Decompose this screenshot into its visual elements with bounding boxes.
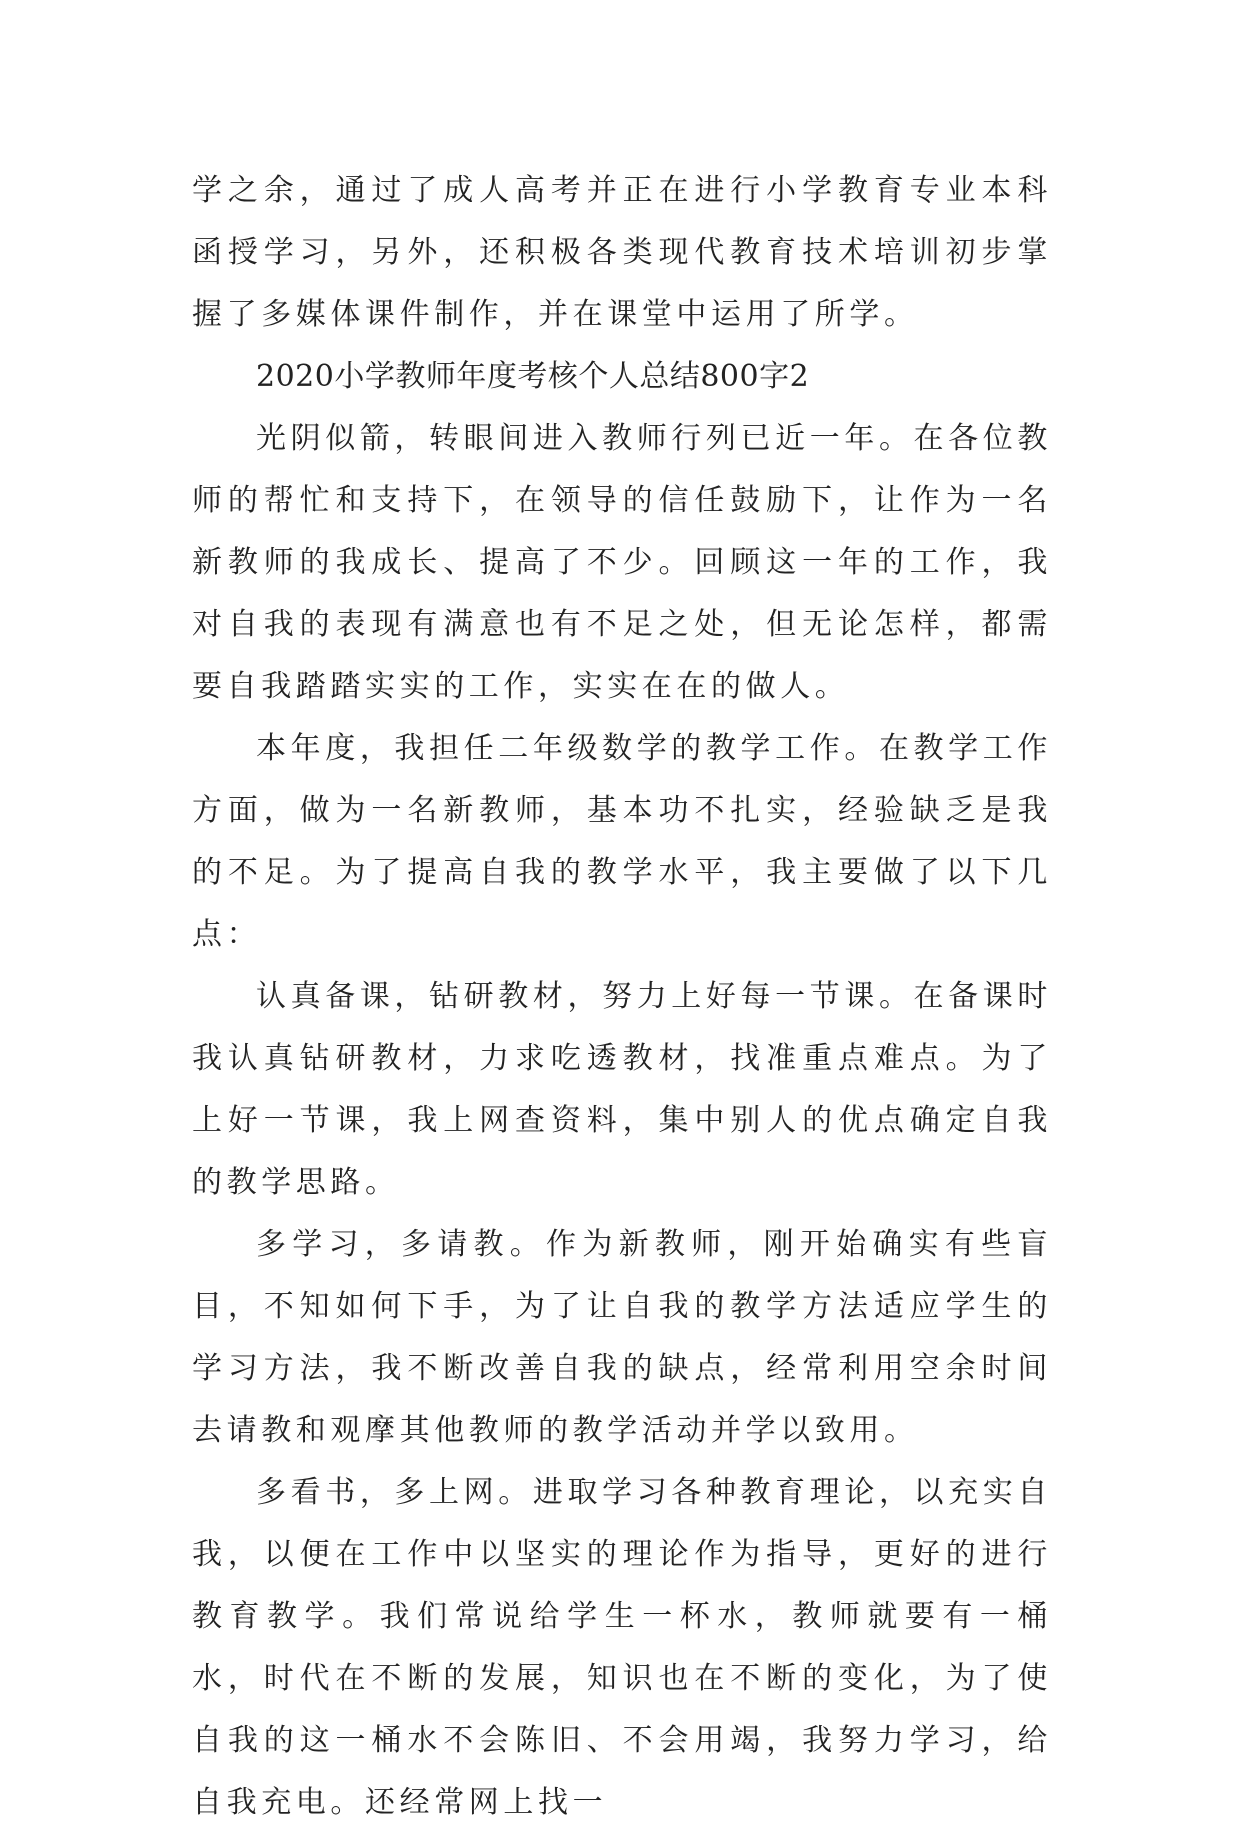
- paragraph-continuation: 学之余，通过了成人高考并正在进行小学教育专业本科函授学习，另外，还积极各类现代教育技术培训初步掌握了多媒体课件制作，并在课堂中运用了所学。: [192, 173, 1052, 332]
- section-heading: 2020小学教师年度考核个人总结800字2: [256, 359, 810, 394]
- document-body: [192, 160, 1052, 1834]
- paragraph-reading: 多看书，多上网。进取学习各种教育理论，以充实自我，以便在工作中以坚实的理论作为指导，更好的进行教育教学。我们常说给学生一杯水，教师就要有一桶水，时代在不断的发展，知识也在不断的变化，为了使自我的这一桶水不会陈旧、不会用竭，我努力学习，给自我充电。还经常网上找一: [192, 1475, 1052, 1820]
- paragraph-learning: 多学习，多请教。作为新教师，刚开始确实有些盲目，不知如何下手，为了让自我的教学方法适应学生的学习方法，我不断改善自我的缺点，经常利用空余时间去请教和观摩其他教师的教学活动并学以致用。: [192, 1227, 1052, 1448]
- paragraph-lesson-prep: 认真备课，钻研教材，努力上好每一节课。在备课时我认真钻研教材，力求吃透教材，找准重点难点。为了上好一节课，我上网查资料，集中别人的优点确定自我的教学思路。: [192, 979, 1052, 1200]
- paragraph-intro: 光阴似箭，转眼间进入教师行列已近一年。在各位教师的帮忙和支持下，在领导的信任鼓励下，让作为一名新教师的我成长、提高了不少。回顾这一年的工作，我对自我的表现有满意也有不足之处，但无论怎样，都需要自我踏踏实实的工作，实实在在的做人。: [192, 421, 1052, 704]
- paragraph-teaching-duty: 本年度，我担任二年级数学的教学工作。在教学工作方面，做为一名新教师，基本功不扎实，经验缺乏是我的不足。为了提高自我的教学水平，我主要做了以下几点：: [192, 731, 1052, 952]
